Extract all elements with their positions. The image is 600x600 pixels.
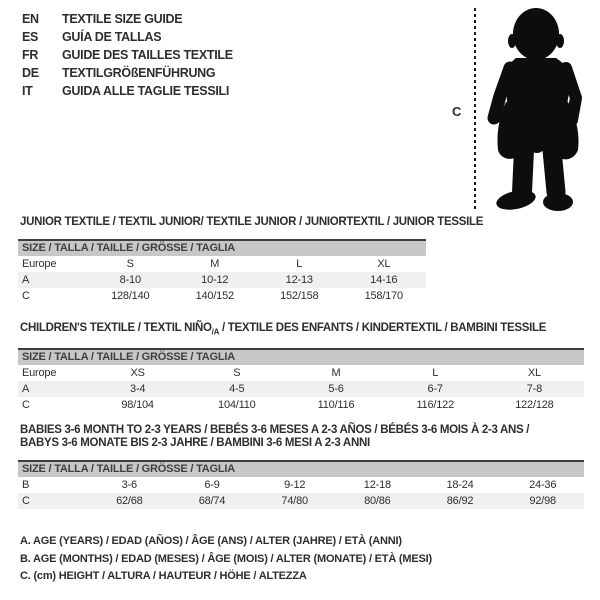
size-value-cell: 12-18	[363, 479, 391, 491]
size-value-cell: 6-7	[427, 383, 443, 396]
table-title	[20, 424, 584, 450]
language-row	[22, 46, 233, 64]
size-value-cell: 3-4	[129, 383, 146, 396]
table-title-line: JUNIOR TEXTILE / TEXTIL JUNIOR/ TEXTILE JUNIOR / JUNIORTEXTIL / JUNIOR TESSILE	[20, 216, 484, 228]
table-row	[18, 381, 584, 397]
size-value-cell: L	[296, 258, 303, 270]
table-row	[18, 256, 426, 272]
language-code: EN	[22, 12, 39, 26]
size-value-cell: M	[210, 258, 220, 270]
size-value-cell: 3-6	[121, 479, 137, 491]
junior-size-section	[18, 216, 483, 304]
size-value-cell: XL	[377, 258, 391, 270]
table-title-line: BABIES 3-6 MONTH TO 2-3 YEARS / BEBÉS 3-6 MESES A 2-3 AÑOS / BÉBÉS 3-6 MOIS À 2-3 ANS /	[20, 424, 530, 436]
size-value-cell: 6-9	[204, 479, 220, 491]
table-body	[18, 365, 584, 413]
size-value-cell: 68/74	[198, 495, 226, 507]
table-title	[20, 216, 483, 229]
footnote-age-months: B. AGE (MONTHS) / EDAD (MESES) / ÂGE (MOIS) / ALTER (MONATE) / ETÀ (MESI)	[20, 552, 432, 565]
table-row	[18, 288, 426, 304]
size-value-cell: 80/86	[364, 495, 391, 507]
size-value-cell: S	[126, 258, 134, 270]
language-code: IT	[22, 84, 33, 98]
language-row	[22, 64, 233, 82]
language-code: FR	[22, 48, 39, 62]
size-value-cell: 116/122	[416, 399, 454, 412]
language-title: TEXTILGRÖßENFÜHRUNG	[62, 66, 216, 80]
table-body	[18, 256, 426, 304]
row-label: Europe	[22, 258, 57, 270]
size-value-cell: 9-12	[284, 479, 306, 491]
size-value-cell: 12-13	[285, 274, 313, 286]
size-value-cell: 158/170	[364, 290, 403, 302]
size-value-cell: M	[331, 367, 341, 380]
size-value-cell: 10-12	[201, 274, 229, 286]
size-value-cell: 24-36	[529, 479, 557, 491]
language-row	[22, 82, 233, 100]
size-value-cell: L	[432, 367, 439, 380]
size-value-cell: 110/116	[317, 399, 355, 412]
table-size-header: SIZE / TALLA / TAILLE / GRÖSSE / TAGLIA	[18, 241, 426, 256]
row-label: A	[22, 274, 30, 286]
row-label: C	[22, 399, 30, 412]
size-value-cell: 4-5	[229, 383, 245, 396]
size-value-cell: 5-6	[328, 383, 344, 396]
table-row	[18, 365, 584, 381]
table-row	[18, 272, 426, 288]
footnote-age-years: A. AGE (YEARS) / EDAD (AÑOS) / ÂGE (ANS) / ALTER (JAHRE) / ETÀ (ANNI)	[20, 535, 402, 547]
row-label: Europe	[22, 367, 57, 380]
junior-size-table	[18, 239, 426, 304]
height-measure-label: C	[452, 104, 462, 119]
children-size-section	[18, 322, 584, 413]
babies-size-table	[18, 460, 584, 509]
table-title-line: BABYS 3-6 MONATE BIS 2-3 JAHRE / BAMBINI 3-6 MESI A 2-3 ANNI	[20, 437, 370, 449]
language-row	[22, 28, 233, 46]
row-label: C	[22, 495, 30, 507]
row-label: C	[22, 290, 30, 302]
size-value-cell: XS	[130, 367, 145, 380]
size-value-cell: S	[233, 367, 241, 380]
size-value-cell: 104/110	[218, 399, 256, 412]
table-row	[18, 493, 584, 509]
table-body	[18, 477, 584, 509]
language-code: ES	[22, 30, 39, 44]
table-title-line: CHILDREN'S TEXTILE / TEXTIL $NIÑO_{/A}$ / TEXTILE DES ENFANTS / KINDERTEXTIL / BAMBINI TESSILE	[20, 322, 547, 337]
size-value-cell: 98/104	[121, 399, 154, 412]
table-size-header: SIZE / TALLA / TAILLE / GRÖSSE / TAGLIA	[18, 462, 584, 477]
size-value-cell: 14-16	[370, 274, 398, 286]
size-value-cell: XL	[527, 367, 541, 380]
size-value-cell: 86/92	[446, 495, 474, 507]
babies-size-section	[18, 424, 584, 509]
table-size-header: SIZE / TALLA / TAILLE / GRÖSSE / TAGLIA	[18, 350, 584, 365]
language-title: GUÍA DE TALLAS	[62, 30, 162, 44]
footnote-height-cm: C. (cm) HEIGHT / ALTURA / HAUTEUR / HÖHE / ALTEZZA	[20, 570, 307, 582]
language-title-block	[22, 10, 233, 100]
language-row	[22, 10, 233, 28]
footnotes-block	[20, 533, 432, 586]
size-value-cell: 18-24	[446, 479, 474, 491]
toddler-silhouette-icon	[486, 4, 598, 212]
size-value-cell: 62/68	[116, 495, 143, 507]
language-title: GUIDE DES TAILLES TEXTILE	[62, 48, 233, 62]
size-value-cell: 8-10	[119, 274, 141, 286]
language-code: DE	[22, 66, 39, 80]
table-title	[20, 322, 584, 338]
table-row	[18, 397, 584, 413]
size-value-cell: 140/152	[195, 290, 234, 302]
language-title: GUIDA ALLE TAGLIE TESSILI	[62, 84, 230, 98]
row-label: B	[22, 479, 30, 491]
language-title: TEXTILE SIZE GUIDE	[62, 12, 183, 26]
size-value-cell: 128/140	[111, 290, 150, 302]
size-value-cell: 152/158	[280, 290, 319, 302]
size-value-cell: 92/98	[529, 495, 556, 507]
size-value-cell: 7-8	[526, 383, 543, 396]
height-measure-dashed-line	[474, 8, 476, 210]
row-label: A	[22, 383, 30, 396]
table-row	[18, 477, 584, 493]
size-value-cell: 74/80	[281, 495, 308, 507]
size-value-cell: 122/128	[515, 399, 554, 412]
children-size-table	[18, 348, 584, 413]
